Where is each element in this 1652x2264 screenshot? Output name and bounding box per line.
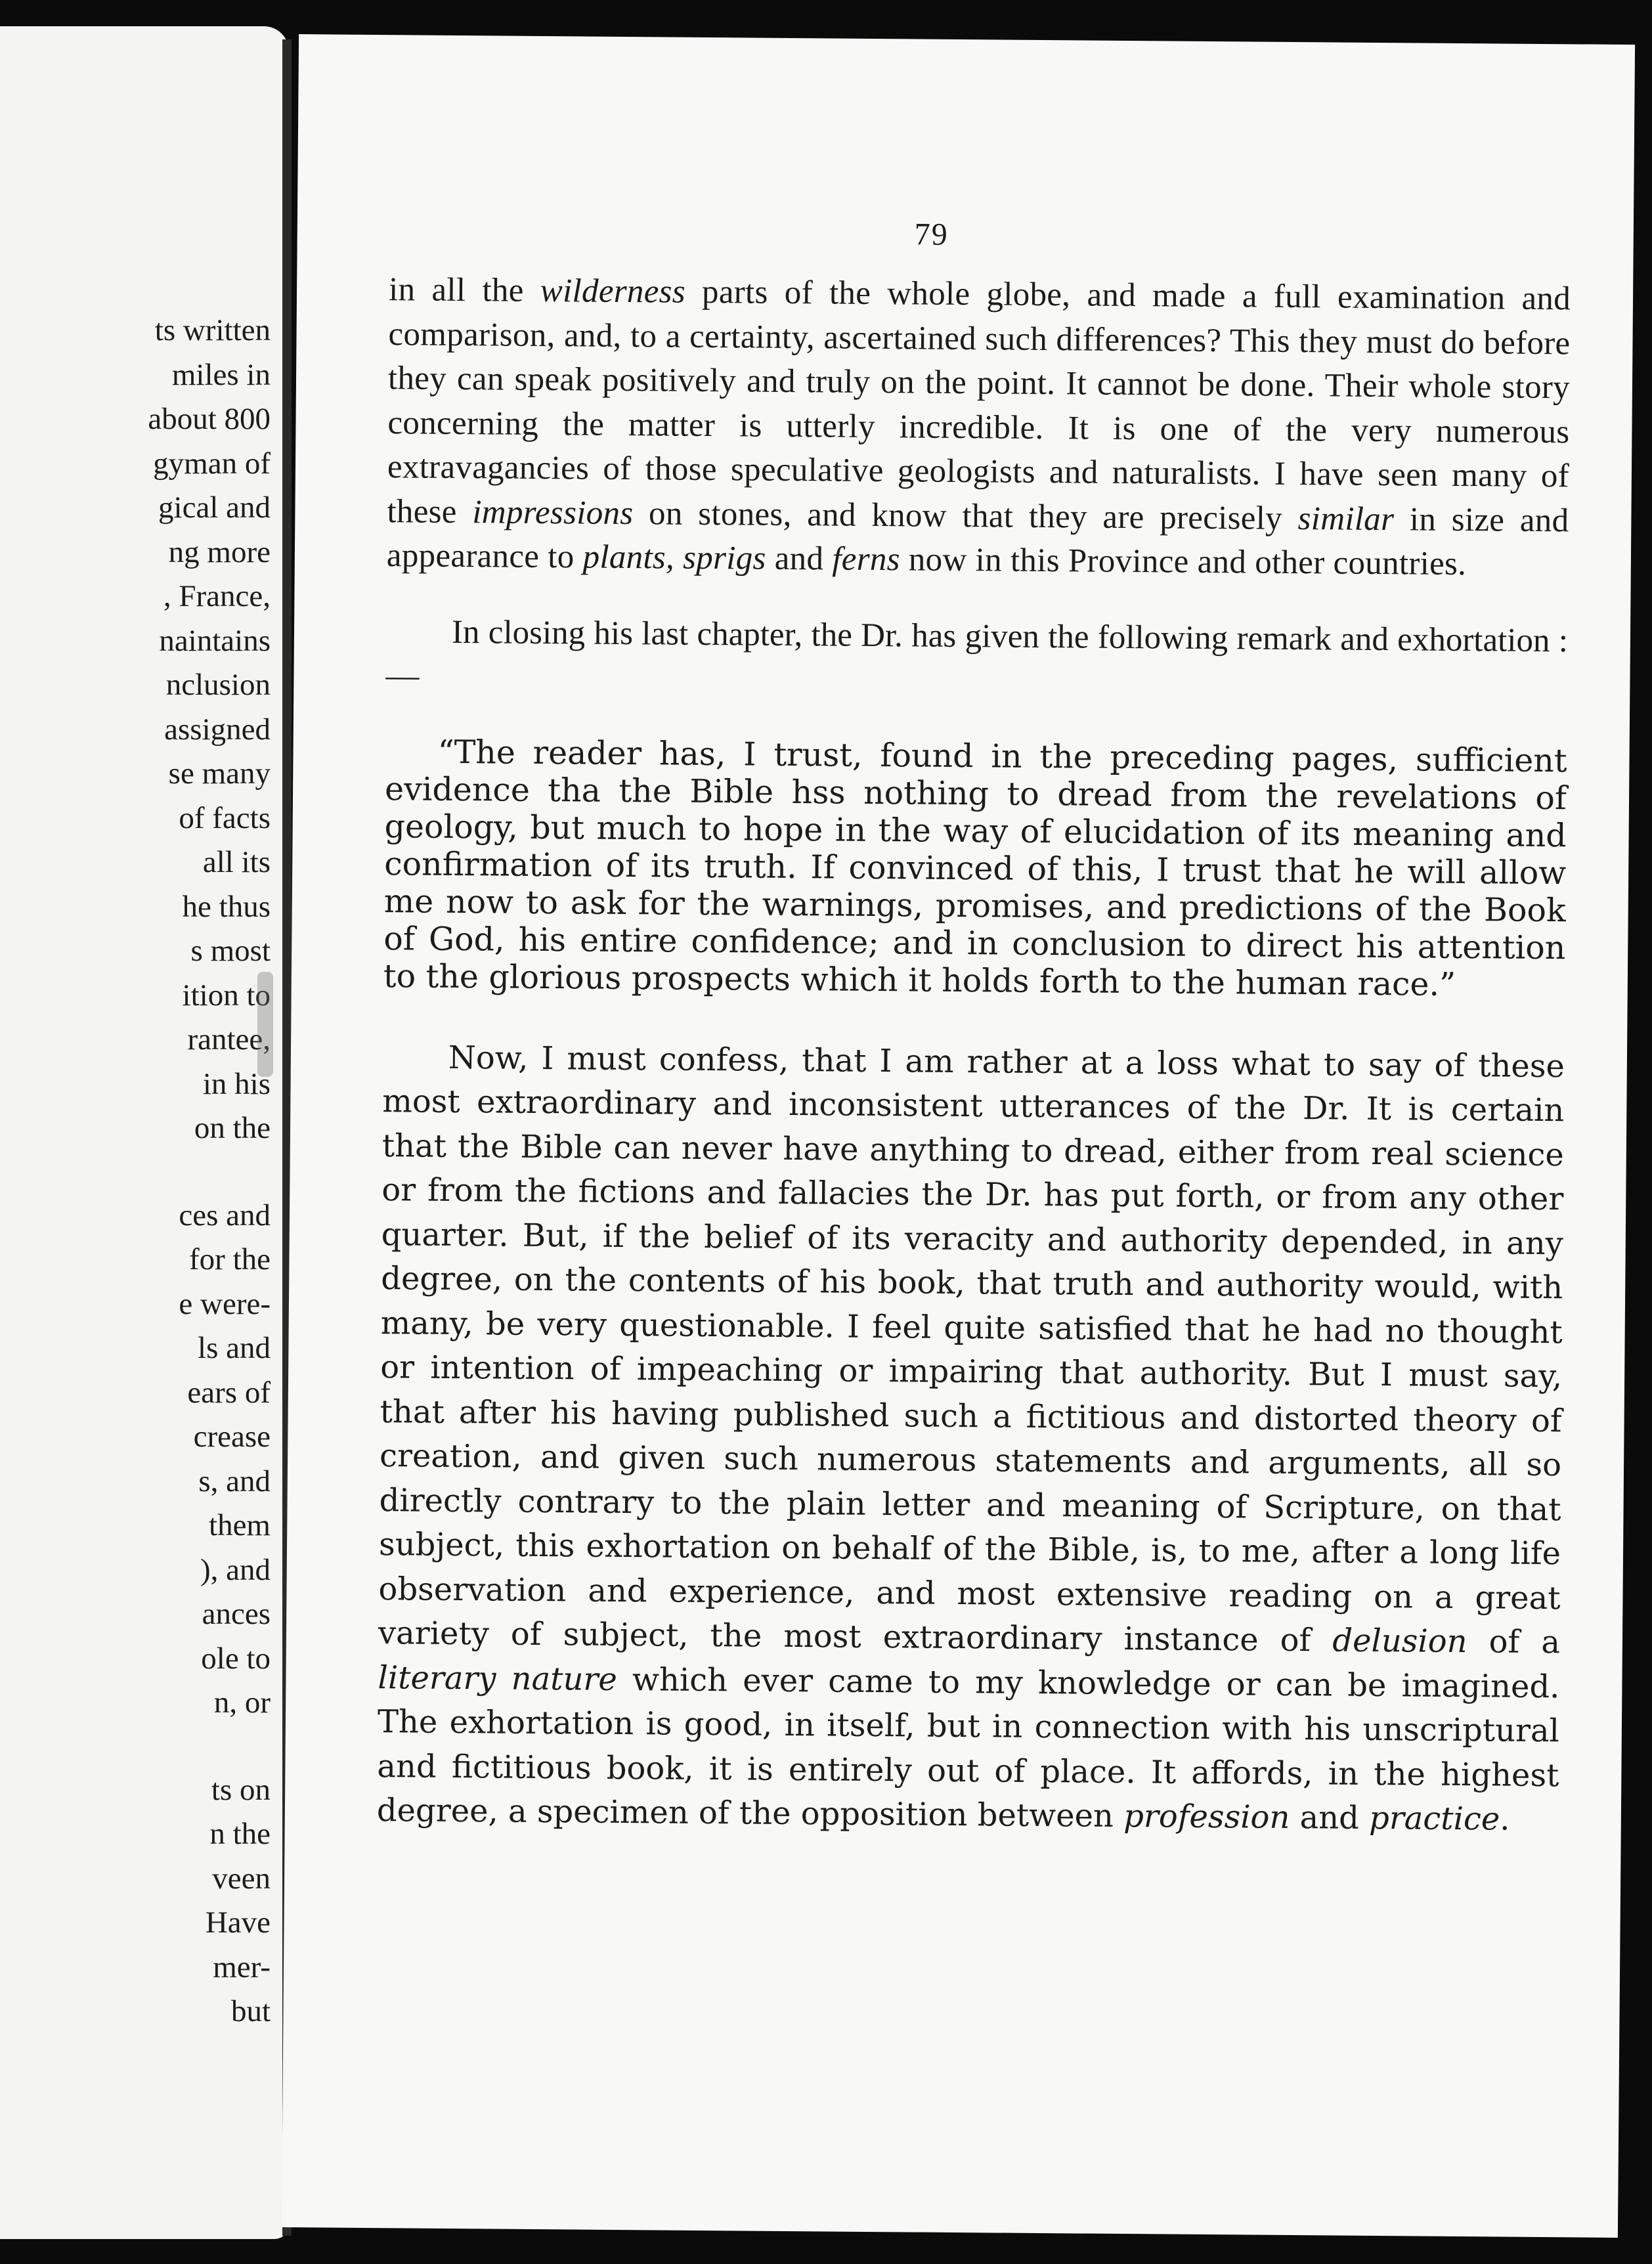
italic-run: ferns	[832, 540, 901, 578]
page-number: 79	[914, 217, 949, 252]
text-run: and	[1290, 1798, 1370, 1837]
previous-page-line: miles in	[171, 357, 271, 392]
previous-page-line: ears of	[187, 1375, 271, 1410]
italic-run: practice	[1368, 1799, 1500, 1838]
previous-page-line: on the	[194, 1111, 271, 1145]
binding-stain	[257, 972, 273, 1077]
italic-run: plants, sprigs	[582, 538, 766, 577]
italic-run: delusion	[1332, 1622, 1467, 1661]
text-run: .	[1500, 1800, 1510, 1838]
previous-page-line: rantee,	[187, 1022, 271, 1056]
previous-page-line: n the	[209, 1817, 271, 1851]
previous-page-line: ts on	[211, 1772, 271, 1807]
text-run: parts of the whole globe, and made a full examination and comparison, and, to a certainty, ascertained such differences? This they must do before they can speak positively and truly on the point. It cannot be done. Their whole story concerning the matter is utterly incredible. It is one of the very numerous extravagancies of those speculative geologists and naturalists. I have seen many of these	[387, 273, 1571, 531]
previous-page-line: gical and	[158, 490, 271, 525]
page-body	[377, 268, 1571, 1842]
text-run: Now, I must confess, that I am rather at a loss what to say of these most extraordinary and inconsistent utterances of the Dr. It is certain that the Bible can never have anything to dread, either from real science or from the fictions and fallacies the Dr. has put forth, or from any other quarter. But, if the belief of its veracity and authority depended, in any degree, on the contents of his book, that truth and authority would, with many, be very questionable. I feel quite satisfied that he had no thought or intention of impeaching or impairing that authority. But I must say, that after his having published such a fictitious and distorted theory of creation, and given such numerous statements and arguments, all so directly contrary to the plain letter and meaning of Scripture, on that subject, this exhortation on behalf of the Bible, is, to me, after a long life observation and experience, and most extensive reading on a great variety of subject, the most extraordinary instance of	[378, 1039, 1565, 1659]
block-quote: “The reader has, I trust, found in the preceding pages, sufficient evidence tha the Bible hss nothing to dread from the revelations of geology, but much to hope in the way of elucidation of its meaning and confirmation of its truth. If convinced of this, I trust that he will allow me now to ask for the warnings, promises, and predictions of the Book of God, his entire confidence; and in conclusion to direct his attention to the glorious prospects which it holds forth to the human race.”	[383, 733, 1567, 1003]
previous-page-line: n, or	[213, 1686, 271, 1720]
previous-page-line: e were-	[179, 1286, 271, 1321]
italic-run: similar	[1297, 500, 1395, 538]
previous-page-line: gyman of	[153, 446, 271, 481]
paragraph-4	[377, 1035, 1565, 1842]
paragraph-2: In closing his last chapter, the Dr. has given the following remark and exhortation :—	[385, 613, 1569, 695]
previous-page-line: ces and	[179, 1198, 271, 1232]
previous-page-line: naintains	[159, 623, 271, 658]
previous-page-line: but	[230, 1994, 271, 2028]
italic-run: profession	[1123, 1798, 1290, 1836]
previous-page-line: of facts	[179, 800, 271, 835]
previous-page-text	[148, 309, 271, 2034]
previous-page-line	[148, 1151, 271, 1194]
previous-page-line: about 800	[148, 402, 271, 436]
previous-page-line: s, and	[198, 1464, 271, 1498]
text-run: now in this Province and other countries.	[900, 541, 1467, 583]
text-run: and	[766, 540, 833, 578]
book-page	[282, 34, 1635, 2238]
previous-page-line: he thus	[182, 889, 271, 924]
previous-page-line: se many	[168, 756, 271, 791]
previous-page-line: s most	[190, 934, 271, 968]
previous-page-line: all its	[202, 845, 271, 879]
text-run: in size and appearance to	[386, 500, 1569, 576]
previous-page-line: in his	[202, 1066, 271, 1101]
text-run: of a	[1467, 1623, 1561, 1661]
text-run: on stones, and know that they are precisely	[633, 494, 1298, 537]
text-run: in all the	[388, 271, 540, 309]
text-run: which ever came to my knowledge or can be imagined. The exhortation is good, in itself, but in connection with his unscriptural and fictitious book, it is entirely out of place. It affords, in the highest degree, a specimen of the opposition between	[376, 1661, 1560, 1835]
previous-page-line: them	[209, 1508, 271, 1542]
previous-page-line: , France,	[163, 579, 271, 613]
previous-page-line: ole to	[201, 1641, 271, 1676]
previous-page-line: ), and	[200, 1552, 271, 1587]
previous-page-line: ts written	[154, 313, 271, 347]
previous-page-line	[148, 1726, 271, 1768]
previous-page-line: Have	[205, 1905, 271, 1940]
italic-run: literary nature	[378, 1659, 617, 1698]
previous-page-line: mer-	[213, 1949, 271, 1984]
italic-run: wilderness	[540, 272, 686, 311]
previous-page-line: ances	[202, 1597, 271, 1631]
previous-page-line: crease	[193, 1420, 271, 1454]
previous-page-line: ition to	[182, 978, 271, 1012]
paragraph-1	[387, 268, 1571, 588]
previous-page-line: for the	[189, 1242, 271, 1276]
italic-run: impressions	[472, 493, 634, 532]
previous-page-line: assigned	[164, 712, 271, 747]
previous-page-line: veen	[212, 1861, 271, 1896]
previous-page-line: ng more	[168, 534, 271, 569]
previous-page	[0, 26, 289, 2239]
previous-page-line: nclusion	[165, 668, 271, 702]
previous-page-line: ls and	[198, 1331, 271, 1365]
